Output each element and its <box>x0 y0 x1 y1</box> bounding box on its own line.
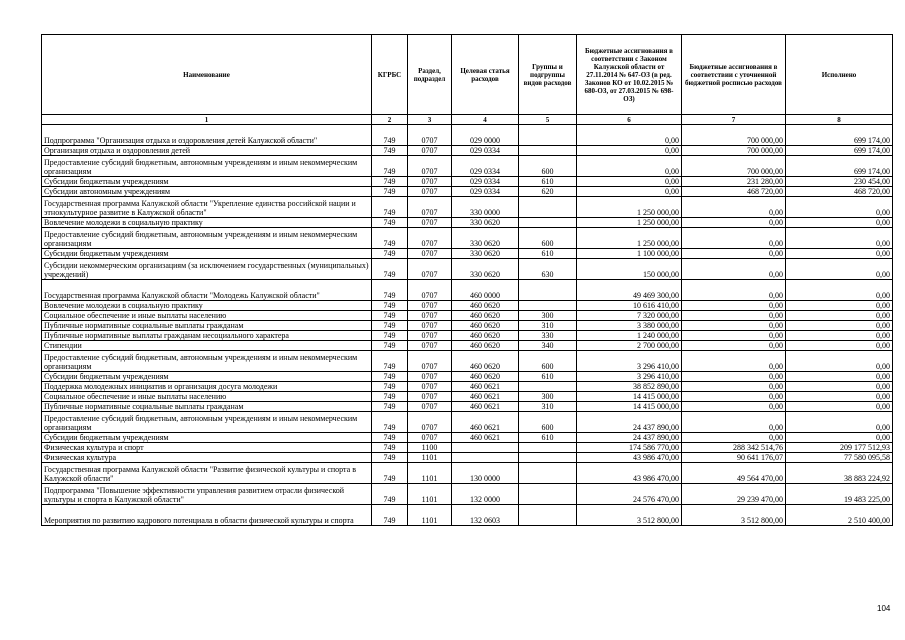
cell-name: Публичные нормативные социальные выплаты гражданам <box>42 402 372 412</box>
cell-executed: 0,00 <box>786 311 893 321</box>
cell-target <box>452 453 519 463</box>
cell-target: 460 0000 <box>452 280 519 301</box>
cell-target: 330 0000 <box>452 197 519 218</box>
cell-executed: 0,00 <box>786 392 893 402</box>
cell-refined: 3 512 800,00 <box>682 505 786 526</box>
cell-razdel: 0707 <box>408 125 452 146</box>
cell-refined: 0,00 <box>682 197 786 218</box>
column-number: 3 <box>408 115 452 125</box>
cell-kgrbs: 749 <box>372 341 408 351</box>
cell-name: Физическая культура и спорт <box>42 443 372 453</box>
cell-kgrbs: 749 <box>372 505 408 526</box>
cell-law: 0,00 <box>577 187 682 197</box>
cell-razdel: 0707 <box>408 341 452 351</box>
cell-razdel: 0707 <box>408 146 452 156</box>
cell-refined: 0,00 <box>682 341 786 351</box>
cell-target: 460 0621 <box>452 433 519 443</box>
cell-kgrbs: 749 <box>372 372 408 382</box>
cell-razdel: 1101 <box>408 463 452 484</box>
cell-group <box>519 280 577 301</box>
cell-group: 330 <box>519 331 577 341</box>
cell-kgrbs: 749 <box>372 197 408 218</box>
header-row <box>42 35 893 115</box>
cell-law: 174 586 770,00 <box>577 443 682 453</box>
cell-group: 310 <box>519 402 577 412</box>
cell-kgrbs: 749 <box>372 463 408 484</box>
cell-executed: 0,00 <box>786 412 893 433</box>
cell-razdel: 0707 <box>408 311 452 321</box>
header-kgrbs: КГРБС <box>372 35 408 115</box>
cell-refined: 231 280,00 <box>682 177 786 187</box>
cell-razdel: 0707 <box>408 259 452 280</box>
cell-executed: 0,00 <box>786 433 893 443</box>
cell-group: 610 <box>519 177 577 187</box>
cell-group: 600 <box>519 156 577 177</box>
table-row <box>42 301 893 311</box>
cell-target: 132 0000 <box>452 484 519 505</box>
cell-name: Субсидии некоммерческим организациям (за исключением государственных (муниципальных) учреждений) <box>42 259 372 280</box>
cell-razdel: 1101 <box>408 484 452 505</box>
cell-executed: 0,00 <box>786 259 893 280</box>
cell-name: Социальное обеспечение и иные выплаты населению <box>42 311 372 321</box>
cell-group <box>519 453 577 463</box>
cell-law: 3 512 800,00 <box>577 505 682 526</box>
cell-target: 130 0000 <box>452 463 519 484</box>
cell-target: 029 0334 <box>452 187 519 197</box>
cell-refined: 700 000,00 <box>682 156 786 177</box>
cell-name: Субсидии автономным учреждениям <box>42 187 372 197</box>
cell-name: Предоставление субсидий бюджетным, автономным учреждениям и иным некоммерческим организациям <box>42 156 372 177</box>
cell-group <box>519 125 577 146</box>
cell-law: 49 469 300,00 <box>577 280 682 301</box>
cell-group: 630 <box>519 259 577 280</box>
cell-executed: 0,00 <box>786 341 893 351</box>
cell-name: Вовлечение молодежи в социальную практику <box>42 301 372 311</box>
table-row <box>42 463 893 484</box>
cell-group: 610 <box>519 372 577 382</box>
cell-law: 1 240 000,00 <box>577 331 682 341</box>
table-row <box>42 392 893 402</box>
cell-law: 7 320 000,00 <box>577 311 682 321</box>
cell-law: 43 986 470,00 <box>577 453 682 463</box>
cell-executed: 0,00 <box>786 351 893 372</box>
cell-name: Публичные нормативные социальные выплаты гражданам <box>42 321 372 331</box>
cell-razdel: 1101 <box>408 505 452 526</box>
cell-refined: 0,00 <box>682 249 786 259</box>
table-row <box>42 484 893 505</box>
column-number: 6 <box>577 115 682 125</box>
cell-group <box>519 301 577 311</box>
cell-target: 330 0620 <box>452 218 519 228</box>
cell-target: 132 0603 <box>452 505 519 526</box>
cell-executed: 0,00 <box>786 402 893 412</box>
cell-kgrbs: 749 <box>372 177 408 187</box>
table-row <box>42 125 893 146</box>
cell-razdel: 0707 <box>408 331 452 341</box>
cell-razdel: 0707 <box>408 402 452 412</box>
cell-executed: 0,00 <box>786 382 893 392</box>
cell-kgrbs: 749 <box>372 433 408 443</box>
cell-law: 10 616 410,00 <box>577 301 682 311</box>
header-razdel: Раздел, подраздел <box>408 35 452 115</box>
cell-kgrbs: 749 <box>372 156 408 177</box>
cell-target: 330 0620 <box>452 249 519 259</box>
cell-law: 1 250 000,00 <box>577 197 682 218</box>
column-number: 1 <box>42 115 372 125</box>
table-row <box>42 382 893 392</box>
cell-group: 340 <box>519 341 577 351</box>
cell-razdel: 1101 <box>408 453 452 463</box>
cell-law: 1 250 000,00 <box>577 218 682 228</box>
table-row <box>42 228 893 249</box>
cell-executed: 230 454,00 <box>786 177 893 187</box>
table-row <box>42 311 893 321</box>
header-target: Целевая статья расходов <box>452 35 519 115</box>
cell-law: 3 296 410,00 <box>577 351 682 372</box>
cell-name: Подпрограмма "Организация отдыха и оздоровления детей Калужской области" <box>42 125 372 146</box>
cell-group: 600 <box>519 412 577 433</box>
cell-executed: 19 483 225,00 <box>786 484 893 505</box>
table-row <box>42 280 893 301</box>
cell-executed: 0,00 <box>786 228 893 249</box>
cell-name: Предоставление субсидий бюджетным, автономным учреждениям и иным некоммерческим организациям <box>42 412 372 433</box>
cell-razdel: 0707 <box>408 433 452 443</box>
cell-name: Субсидии бюджетным учреждениям <box>42 372 372 382</box>
cell-group: 620 <box>519 187 577 197</box>
cell-refined: 0,00 <box>682 382 786 392</box>
cell-name: Вовлечение молодежи в социальную практику <box>42 218 372 228</box>
column-number: 5 <box>519 115 577 125</box>
cell-name: Стипендии <box>42 341 372 351</box>
cell-group <box>519 197 577 218</box>
cell-kgrbs: 749 <box>372 453 408 463</box>
table-row <box>42 351 893 372</box>
cell-kgrbs: 749 <box>372 351 408 372</box>
cell-razdel: 0707 <box>408 156 452 177</box>
cell-name: Государственная программа Калужской области "Укрепление единства российской нации и этнокультурное развитие в Калужской области" <box>42 197 372 218</box>
cell-refined: 0,00 <box>682 372 786 382</box>
cell-law: 43 986 470,00 <box>577 463 682 484</box>
cell-group: 310 <box>519 321 577 331</box>
cell-kgrbs: 749 <box>372 402 408 412</box>
cell-group <box>519 463 577 484</box>
table-row <box>42 177 893 187</box>
cell-refined: 0,00 <box>682 321 786 331</box>
table-row <box>42 146 893 156</box>
header-refined-allocation: Бюджетные ассигнования в соответствии с уточненной бюджетной росписью расходов <box>682 35 786 115</box>
cell-law: 0,00 <box>577 125 682 146</box>
cell-kgrbs: 749 <box>372 392 408 402</box>
cell-kgrbs: 749 <box>372 382 408 392</box>
cell-razdel: 0707 <box>408 249 452 259</box>
table-row <box>42 321 893 331</box>
cell-name: Подпрограмма "Повышение эффективности управления развитием отрасли физической культуры и спорта в Калужской области" <box>42 484 372 505</box>
cell-group <box>519 484 577 505</box>
cell-target: 029 0000 <box>452 125 519 146</box>
cell-executed: 699 174,00 <box>786 125 893 146</box>
cell-law: 24 576 470,00 <box>577 484 682 505</box>
cell-razdel: 0707 <box>408 351 452 372</box>
cell-executed: 0,00 <box>786 301 893 311</box>
cell-group: 610 <box>519 433 577 443</box>
column-number: 8 <box>786 115 893 125</box>
cell-target: 460 0620 <box>452 351 519 372</box>
cell-law: 38 852 890,00 <box>577 382 682 392</box>
cell-group: 300 <box>519 311 577 321</box>
cell-kgrbs: 749 <box>372 218 408 228</box>
cell-kgrbs: 749 <box>372 311 408 321</box>
cell-name: Субсидии бюджетным учреждениям <box>42 177 372 187</box>
cell-refined: 700 000,00 <box>682 146 786 156</box>
table-row <box>42 249 893 259</box>
cell-refined: 700 000,00 <box>682 125 786 146</box>
budget-table <box>41 34 893 526</box>
cell-executed: 38 883 224,92 <box>786 463 893 484</box>
cell-law: 2 700 000,00 <box>577 341 682 351</box>
table-body <box>42 125 893 526</box>
page-number: 104 <box>877 604 891 613</box>
cell-razdel: 0707 <box>408 280 452 301</box>
cell-refined: 0,00 <box>682 392 786 402</box>
cell-executed: 699 174,00 <box>786 156 893 177</box>
cell-target: 460 0620 <box>452 311 519 321</box>
cell-executed: 0,00 <box>786 249 893 259</box>
cell-razdel: 0707 <box>408 177 452 187</box>
cell-name: Физическая культура <box>42 453 372 463</box>
cell-target: 460 0620 <box>452 372 519 382</box>
cell-executed: 0,00 <box>786 331 893 341</box>
cell-kgrbs: 749 <box>372 249 408 259</box>
cell-executed: 0,00 <box>786 372 893 382</box>
cell-executed: 0,00 <box>786 280 893 301</box>
table-row <box>42 372 893 382</box>
cell-group: 600 <box>519 228 577 249</box>
cell-target: 460 0621 <box>452 412 519 433</box>
cell-kgrbs: 749 <box>372 228 408 249</box>
column-number-row <box>42 115 893 125</box>
column-number: 4 <box>452 115 519 125</box>
cell-refined: 0,00 <box>682 301 786 311</box>
cell-law: 3 380 000,00 <box>577 321 682 331</box>
cell-refined: 49 564 470,00 <box>682 463 786 484</box>
cell-refined: 0,00 <box>682 402 786 412</box>
cell-refined: 0,00 <box>682 433 786 443</box>
header-group: Группы и подгруппы видов расходов <box>519 35 577 115</box>
column-number: 7 <box>682 115 786 125</box>
cell-kgrbs: 749 <box>372 321 408 331</box>
cell-kgrbs: 749 <box>372 259 408 280</box>
cell-law: 14 415 000,00 <box>577 392 682 402</box>
cell-refined: 468 720,00 <box>682 187 786 197</box>
cell-refined: 0,00 <box>682 351 786 372</box>
cell-executed: 0,00 <box>786 197 893 218</box>
cell-law: 3 296 410,00 <box>577 372 682 382</box>
cell-kgrbs: 749 <box>372 331 408 341</box>
cell-kgrbs: 749 <box>372 125 408 146</box>
cell-target: 029 0334 <box>452 177 519 187</box>
cell-group <box>519 382 577 392</box>
cell-kgrbs: 749 <box>372 280 408 301</box>
cell-group <box>519 218 577 228</box>
table-row <box>42 505 893 526</box>
cell-razdel: 0707 <box>408 392 452 402</box>
cell-razdel: 0707 <box>408 218 452 228</box>
cell-kgrbs: 749 <box>372 443 408 453</box>
cell-law: 150 000,00 <box>577 259 682 280</box>
cell-name: Субсидии бюджетным учреждениям <box>42 249 372 259</box>
cell-refined: 29 239 470,00 <box>682 484 786 505</box>
cell-razdel: 0707 <box>408 228 452 249</box>
table-row <box>42 341 893 351</box>
cell-razdel: 0707 <box>408 187 452 197</box>
table-row <box>42 402 893 412</box>
cell-executed: 468 720,00 <box>786 187 893 197</box>
cell-executed: 2 510 400,00 <box>786 505 893 526</box>
cell-executed: 209 177 512,93 <box>786 443 893 453</box>
cell-razdel: 0707 <box>408 197 452 218</box>
cell-name: Публичные нормативные выплаты гражданам несоциального характера <box>42 331 372 341</box>
table-row <box>42 331 893 341</box>
cell-target: 029 0334 <box>452 156 519 177</box>
cell-target: 460 0621 <box>452 402 519 412</box>
cell-target: 460 0620 <box>452 331 519 341</box>
cell-target: 330 0620 <box>452 259 519 280</box>
cell-executed: 699 174,00 <box>786 146 893 156</box>
table-row <box>42 197 893 218</box>
cell-kgrbs: 749 <box>372 301 408 311</box>
cell-target <box>452 443 519 453</box>
cell-target: 460 0620 <box>452 341 519 351</box>
cell-law: 0,00 <box>577 156 682 177</box>
cell-kgrbs: 749 <box>372 187 408 197</box>
cell-refined: 0,00 <box>682 412 786 433</box>
cell-razdel: 0707 <box>408 372 452 382</box>
cell-refined: 0,00 <box>682 228 786 249</box>
cell-executed: 77 580 095,58 <box>786 453 893 463</box>
cell-razdel: 0707 <box>408 321 452 331</box>
cell-name: Предоставление субсидий бюджетным, автономным учреждениям и иным некоммерческим организациям <box>42 228 372 249</box>
cell-target: 460 0620 <box>452 301 519 311</box>
cell-refined: 0,00 <box>682 218 786 228</box>
cell-law: 0,00 <box>577 177 682 187</box>
cell-refined: 0,00 <box>682 259 786 280</box>
cell-razdel: 0707 <box>408 412 452 433</box>
cell-razdel: 1100 <box>408 443 452 453</box>
cell-executed: 0,00 <box>786 321 893 331</box>
cell-razdel: 0707 <box>408 382 452 392</box>
cell-razdel: 0707 <box>408 301 452 311</box>
cell-kgrbs: 749 <box>372 484 408 505</box>
cell-refined: 0,00 <box>682 331 786 341</box>
cell-refined: 90 641 176,07 <box>682 453 786 463</box>
cell-name: Социальное обеспечение и иные выплаты населению <box>42 392 372 402</box>
header-law-allocation: Бюджетные ассигнования в соответствии с Законом Калужской области от 27.11.2014 № 647-ОЗ (в ред. Законов КО от 10.02.2015 № 680-ОЗ, от 27.03.2015 № 698-ОЗ) <box>577 35 682 115</box>
cell-group <box>519 146 577 156</box>
cell-law: 24 437 890,00 <box>577 433 682 443</box>
cell-target: 029 0334 <box>452 146 519 156</box>
cell-group <box>519 505 577 526</box>
cell-name: Поддержка молодежных инициатив и организация досуга молодежи <box>42 382 372 392</box>
cell-name: Субсидии бюджетным учреждениям <box>42 433 372 443</box>
table-row <box>42 453 893 463</box>
column-number: 2 <box>372 115 408 125</box>
cell-target: 460 0621 <box>452 392 519 402</box>
cell-refined: 0,00 <box>682 280 786 301</box>
cell-refined: 288 342 514,76 <box>682 443 786 453</box>
table-row <box>42 433 893 443</box>
cell-name: Государственная программа Калужской области "Развитие физической культуры и спорта в Калужской области" <box>42 463 372 484</box>
table-row <box>42 259 893 280</box>
table-row <box>42 412 893 433</box>
cell-group: 600 <box>519 351 577 372</box>
cell-law: 0,00 <box>577 146 682 156</box>
cell-law: 1 100 000,00 <box>577 249 682 259</box>
cell-group <box>519 443 577 453</box>
cell-executed: 0,00 <box>786 218 893 228</box>
cell-law: 1 250 000,00 <box>577 228 682 249</box>
cell-target: 330 0620 <box>452 228 519 249</box>
cell-name: Мероприятия по развитию кадрового потенциала в области физической культуры и спорта <box>42 505 372 526</box>
cell-kgrbs: 749 <box>372 146 408 156</box>
table-row <box>42 156 893 177</box>
header-executed: Исполнено <box>786 35 893 115</box>
cell-target: 460 0621 <box>452 382 519 392</box>
cell-name: Предоставление субсидий бюджетным, автономным учреждениям и иным некоммерческим организациям <box>42 351 372 372</box>
header-name: Наименование <box>42 35 372 115</box>
cell-name: Государственная программа Калужской области "Молодежь Калужской области" <box>42 280 372 301</box>
cell-group: 300 <box>519 392 577 402</box>
cell-kgrbs: 749 <box>372 412 408 433</box>
cell-refined: 0,00 <box>682 311 786 321</box>
cell-law: 14 415 000,00 <box>577 402 682 412</box>
cell-target: 460 0620 <box>452 321 519 331</box>
table-row <box>42 187 893 197</box>
table-row <box>42 443 893 453</box>
cell-group: 610 <box>519 249 577 259</box>
cell-law: 24 437 890,00 <box>577 412 682 433</box>
cell-name: Организация отдыха и оздоровления детей <box>42 146 372 156</box>
table-row <box>42 218 893 228</box>
